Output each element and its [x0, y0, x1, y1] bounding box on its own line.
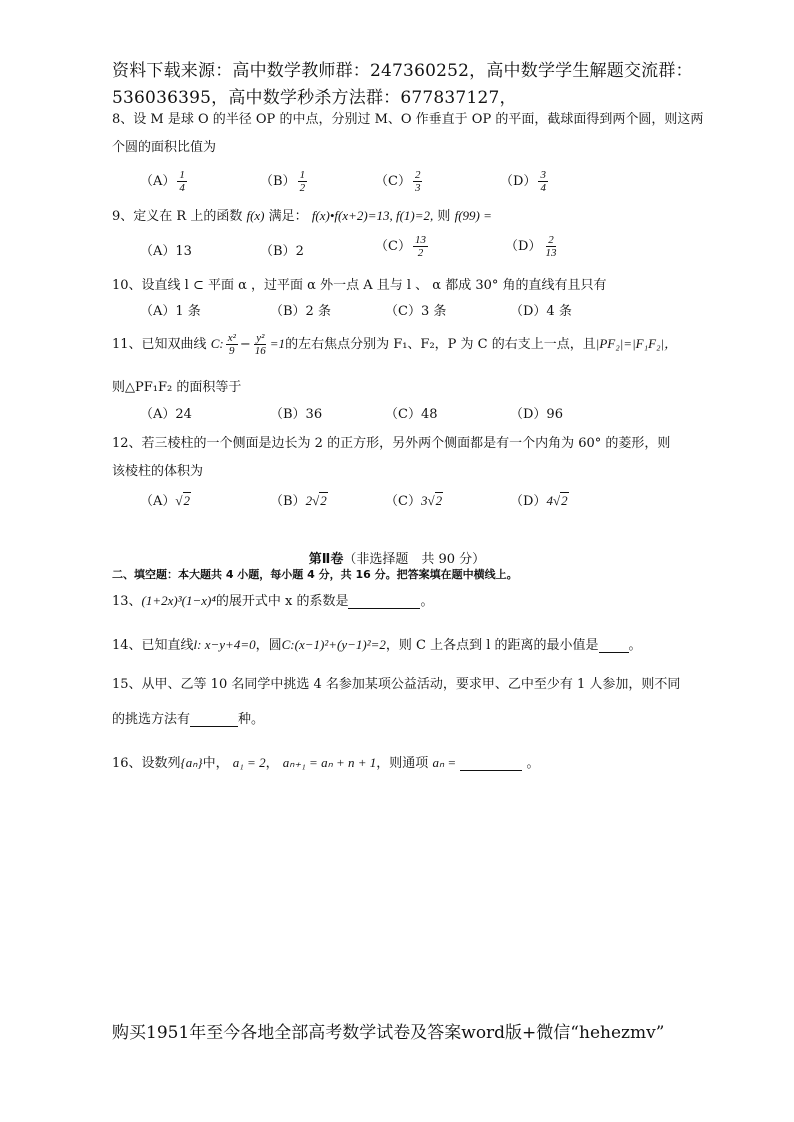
q15-line-1: 15、从甲、乙等 10 名同学中挑选 4 名参加某项公益活动，要求甲、乙中至少有 1 人参加，则不同	[112, 677, 681, 692]
q9-options	[140, 234, 740, 264]
source-header	[112, 58, 693, 112]
q9-option-d: （D） $\frac{2}{13}$	[505, 234, 557, 259]
q11-option-d: （D）96	[510, 407, 563, 422]
q11-option-c: （C）48	[385, 407, 438, 422]
header-line-1: 资料下载来源：高中数学教师群：247360252，高中数学学生解题交流群：	[112, 61, 693, 81]
q10-option-c: （C）3 条	[385, 304, 447, 319]
section-2-title-main: 第Ⅱ卷	[308, 552, 344, 567]
q14-answer-blank[interactable]	[599, 639, 629, 653]
q12-line-1: 12、若三棱柱的一个侧面是边长为 2 的正方形，另外两个侧面都是有一个内角为 60° 的菱形，则	[112, 436, 671, 451]
q10-option-a: （A）1 条	[140, 304, 201, 319]
q15-line-2: 的挑选方法有 种。	[112, 712, 265, 727]
q9-line: 9、定义在 R 上的函数 f(x) 满足： f(x)•f(x+2)=13, f(1)=2, 则 f(99) =	[112, 208, 492, 224]
q12-line-2: 该棱柱的体积为	[112, 464, 204, 479]
section-2-subtitle: （非选择题 共 90 分）	[343, 552, 486, 567]
q12-options	[140, 490, 740, 510]
q8-option-d: （D） $\frac{3}{4}$	[500, 169, 546, 194]
q12-option-c: （C）3√2	[385, 493, 443, 509]
q13-line: 13、(1+2x)³(1−x)⁴的展开式中 x 的系数是 。	[112, 593, 434, 609]
q11-line-1: 11、已知双曲线 C: $\frac{\text{x²}}{9}$ − $\frac{\text{y²}}{16}$ =1的左右焦点分别为 F₁、F₂，P 为 C 的右支上一点，且|PF₂|=|F₁F₂|，	[112, 332, 678, 357]
q11-options	[140, 403, 740, 423]
q12-option-b: （B）2√2	[270, 493, 327, 509]
footer-ad: 购买1951年至今各地全部高考数学试卷及答案word版+微信“hehezmv”	[112, 1023, 665, 1043]
q8-option-c: （C） $\frac{2}{3}$	[375, 169, 421, 194]
q8-line-2: 个圆的面积比值为	[112, 140, 217, 155]
q10-option-b: （B）2 条	[270, 304, 331, 319]
q16-answer-blank[interactable]	[460, 757, 522, 771]
q13-answer-blank[interactable]	[348, 595, 420, 609]
q16-line: 16、设数列{aₙ}中， a₁ = 2， aₙ₊₁ = aₙ + n + 1，则通项 aₙ = 。	[112, 755, 540, 771]
q11-line-2: 则△PF₁F₂ 的面积等于	[112, 380, 242, 395]
q10-line: 10、设直线 l ⊂ 平面 α ，过平面 α 外一点 A 且与 l 、 α 都成 30° 角的直线有且只有	[112, 278, 607, 293]
q10-option-d: （D）4 条	[510, 304, 572, 319]
q11-option-a: （A）24	[140, 407, 192, 422]
q9-option-a: （A）13	[140, 244, 192, 259]
q10-options	[140, 300, 740, 320]
q15-answer-blank[interactable]	[190, 713, 238, 727]
q12-option-a: （A）√2	[140, 493, 191, 509]
q8-option-b: （B） $\frac{1}{2}$	[260, 169, 306, 194]
header-line-2: 536036395，高中数学秒杀方法群：677837127，	[112, 88, 517, 108]
q9-option-c: （C） $\frac{13}{2}$	[375, 234, 426, 259]
q14-line: 14、已知直线l: x−y+4=0，圆C:(x−1)²+(y−1)²=2，则 C 上各点到 l 的距离的最小值是 。	[112, 637, 642, 653]
q9-option-b: （B）2	[260, 244, 304, 259]
q12-option-d: （D）4√2	[510, 493, 568, 509]
q8-line-1: 8、设 M 是球 O 的半径 OP 的中点，分别过 M、O 作垂直于 OP 的平面，截球面得到两个圆，则这两	[112, 112, 704, 127]
section-2-title	[0, 548, 794, 567]
q11-option-b: （B）36	[270, 407, 323, 422]
fill-blank-heading: 二、填空题：本大题共 4 小题，每小题 4 分，共 16 分。把答案填在题中横线上。	[112, 568, 518, 581]
q8-option-a: （A） $\frac{1}{4}$	[140, 169, 185, 194]
q8-options	[140, 163, 740, 193]
